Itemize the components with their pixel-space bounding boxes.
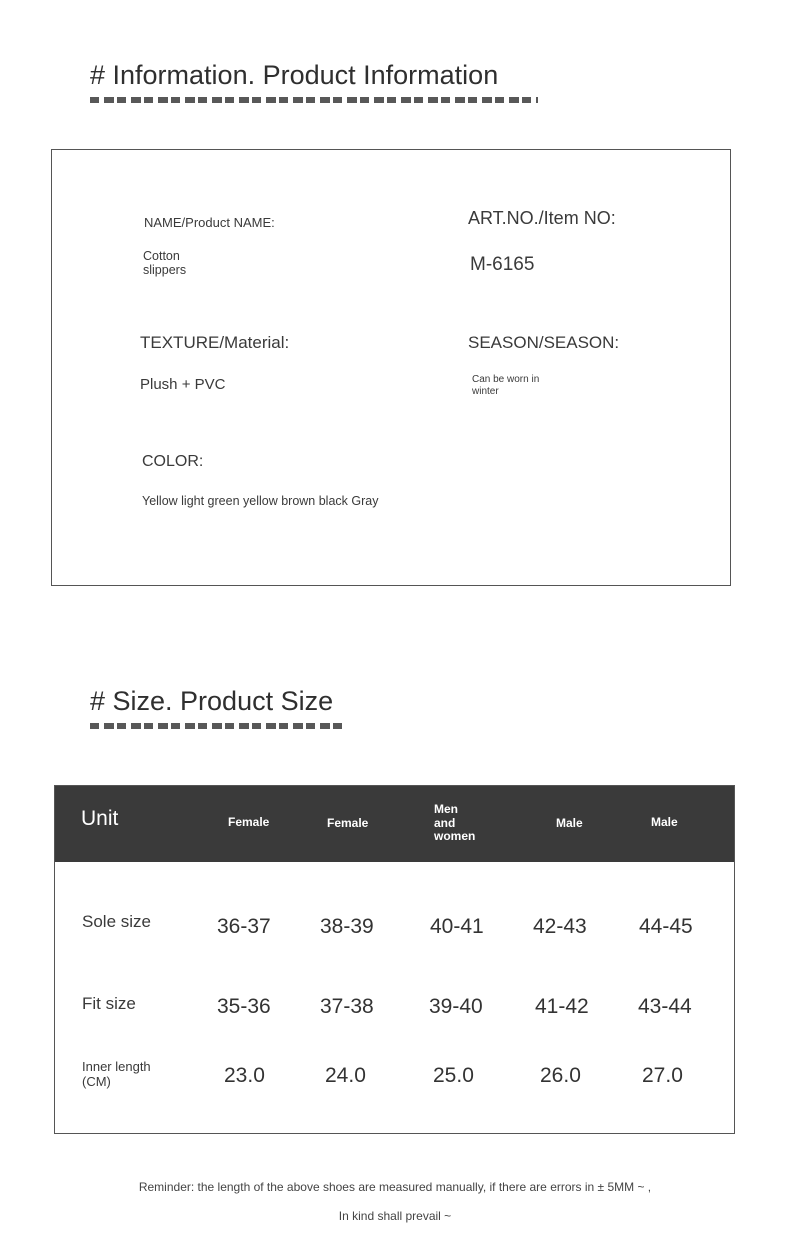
table-cell: 36-37 [217, 915, 271, 938]
table-cell: 40-41 [430, 915, 484, 938]
table-cell: 23.0 [224, 1064, 265, 1087]
art-value: M-6165 [470, 254, 535, 275]
table-cell: 37-38 [320, 995, 374, 1018]
header-col-3-line3: women [434, 829, 476, 843]
header-col-3-line1: Men [434, 802, 458, 816]
product-info-box [51, 149, 731, 586]
texture-value: Plush + PVC [140, 376, 226, 393]
name-label: NAME/Product NAME: [144, 215, 275, 230]
table-cell: 42-43 [533, 915, 587, 938]
table-cell: 44-45 [639, 915, 693, 938]
size-table [54, 785, 735, 1134]
reminder-line2: In kind shall prevail ~ [338, 1209, 452, 1223]
header-col-5: Male [651, 815, 678, 829]
title-decoration [90, 97, 538, 103]
table-cell: 26.0 [540, 1064, 581, 1087]
header-col-3-line2: and [434, 816, 456, 830]
table-cell: 39-40 [429, 995, 483, 1018]
texture-label: TEXTURE/Material: [140, 333, 290, 352]
table-cell: 43-44 [638, 995, 692, 1018]
header-unit: Unit [81, 807, 119, 830]
size-section-title: # Size. Product Size [90, 686, 334, 716]
row-label-inner-length-line1: Inner length [82, 1059, 151, 1074]
title-decoration [90, 723, 346, 729]
table-cell: 24.0 [325, 1064, 366, 1087]
row-label-inner-length-line2: (CM) [82, 1074, 111, 1089]
name-value-line2: slippers [143, 263, 187, 277]
table-cell: 38-39 [320, 915, 374, 938]
header-col-1: Female [228, 815, 270, 829]
reminder-line1: Reminder: the length of the above shoes are measured manually, if there are errors in ± 5MM ~ , [138, 1180, 652, 1194]
season-label: SEASON/SEASON: [468, 333, 620, 352]
header-col-4: Male [556, 816, 583, 830]
header-col-2: Female [327, 816, 369, 830]
table-cell: 35-36 [217, 995, 271, 1018]
color-label: COLOR: [142, 453, 204, 470]
info-section-title: # Information. Product Information [90, 60, 499, 90]
row-label-sole-size: Sole size [82, 912, 151, 931]
season-value-line1: Can be worn in [472, 374, 540, 385]
table-cell: 27.0 [642, 1064, 683, 1087]
row-label-fit-size: Fit size [82, 994, 136, 1013]
art-label: ART.NO./Item NO: [468, 208, 616, 228]
table-cell: 41-42 [535, 995, 589, 1018]
season-value-line2: winter [472, 386, 499, 397]
name-value-line1: Cotton [143, 249, 180, 263]
size-table-header [55, 786, 734, 862]
table-cell: 25.0 [433, 1064, 474, 1087]
color-value: Yellow light green yellow brown black Gray [142, 494, 379, 508]
